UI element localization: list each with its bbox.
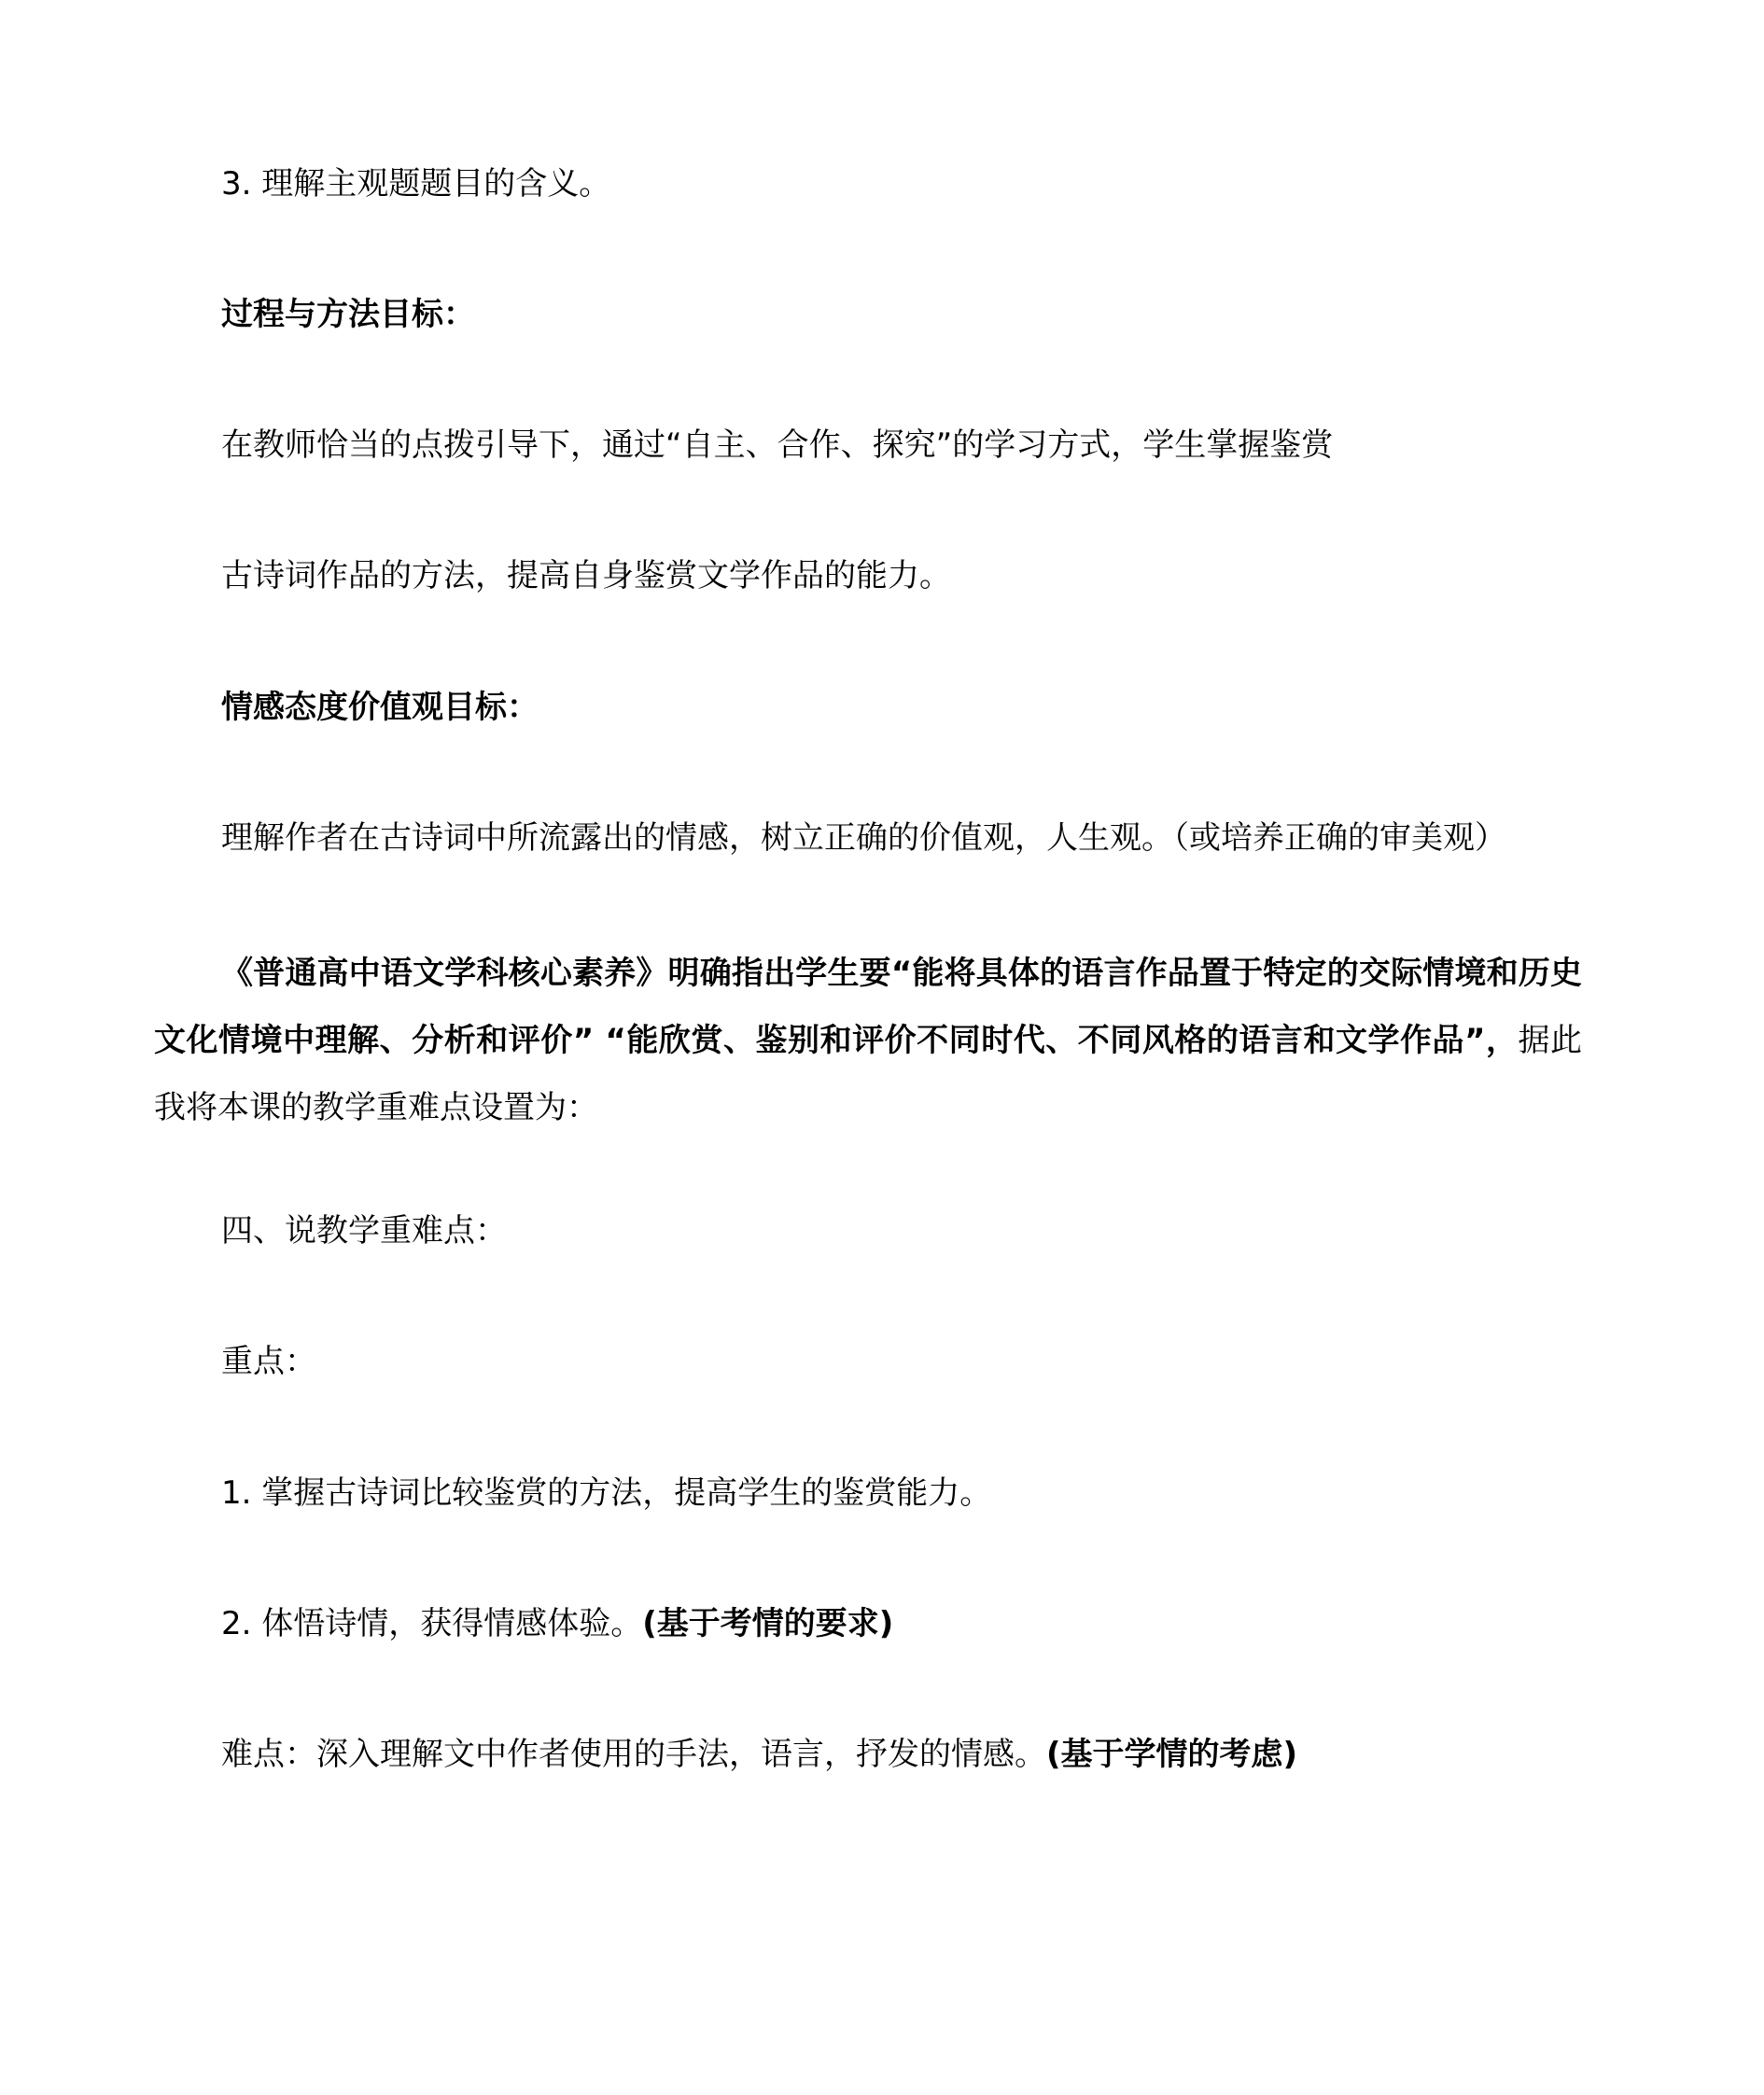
key-point-1: 1. 掌握古诗词比较鉴赏的方法，提高学生的鉴赏能力。 [221,1474,992,1512]
key-point-2-note: (基于考情的要求) [642,1605,894,1642]
process-text-line-2: 古诗词作品的方法，提高自身鉴赏文学作品的能力。 [221,557,951,594]
difficulty-text: 难点：深入理解文中作者使用的手法，语言，抒发的情感。 [221,1736,1046,1773]
emotion-text: 理解作者在古诗词中所流露出的情感，树立正确的价值观，人生观。（或培养正确的审美观） [221,819,1506,857]
difficulty-point [221,1735,1297,1774]
key-point-2-text: 2. 体悟诗情，获得情感体验。 [221,1605,643,1642]
core-literacy-quote: 《普通高中语文学科核心素养》明确指出学生要“能将具体的语言作品置于特定的交际情境和历史文化情境中理解、分析和评价” “能欣赏、鉴别和评价不同时代、不同风格的语言和文学作品”， [154,955,1582,1059]
core-literacy-paragraph [154,940,1582,1141]
heading-emotion-values: 情感态度价值观目标： [221,689,539,726]
key-point-2 [221,1604,893,1643]
section-4-heading: 四、说教学重难点： [221,1212,507,1250]
key-points-heading: 重点： [221,1343,316,1380]
process-text-line-1: 在教师恰当的点拨引导下，通过“自主、合作、探究”的学习方式，学生掌握鉴赏 [221,426,1334,464]
difficulty-note: (基于学情的考虑) [1046,1736,1298,1773]
objective-item-3: 3. 理解主观题题目的含义。 [221,165,611,203]
heading-process-method: 过程与方法目标： [221,296,475,333]
core-literacy-conclusion: 据此我将本课的教学重难点设置为： [154,1022,1583,1126]
